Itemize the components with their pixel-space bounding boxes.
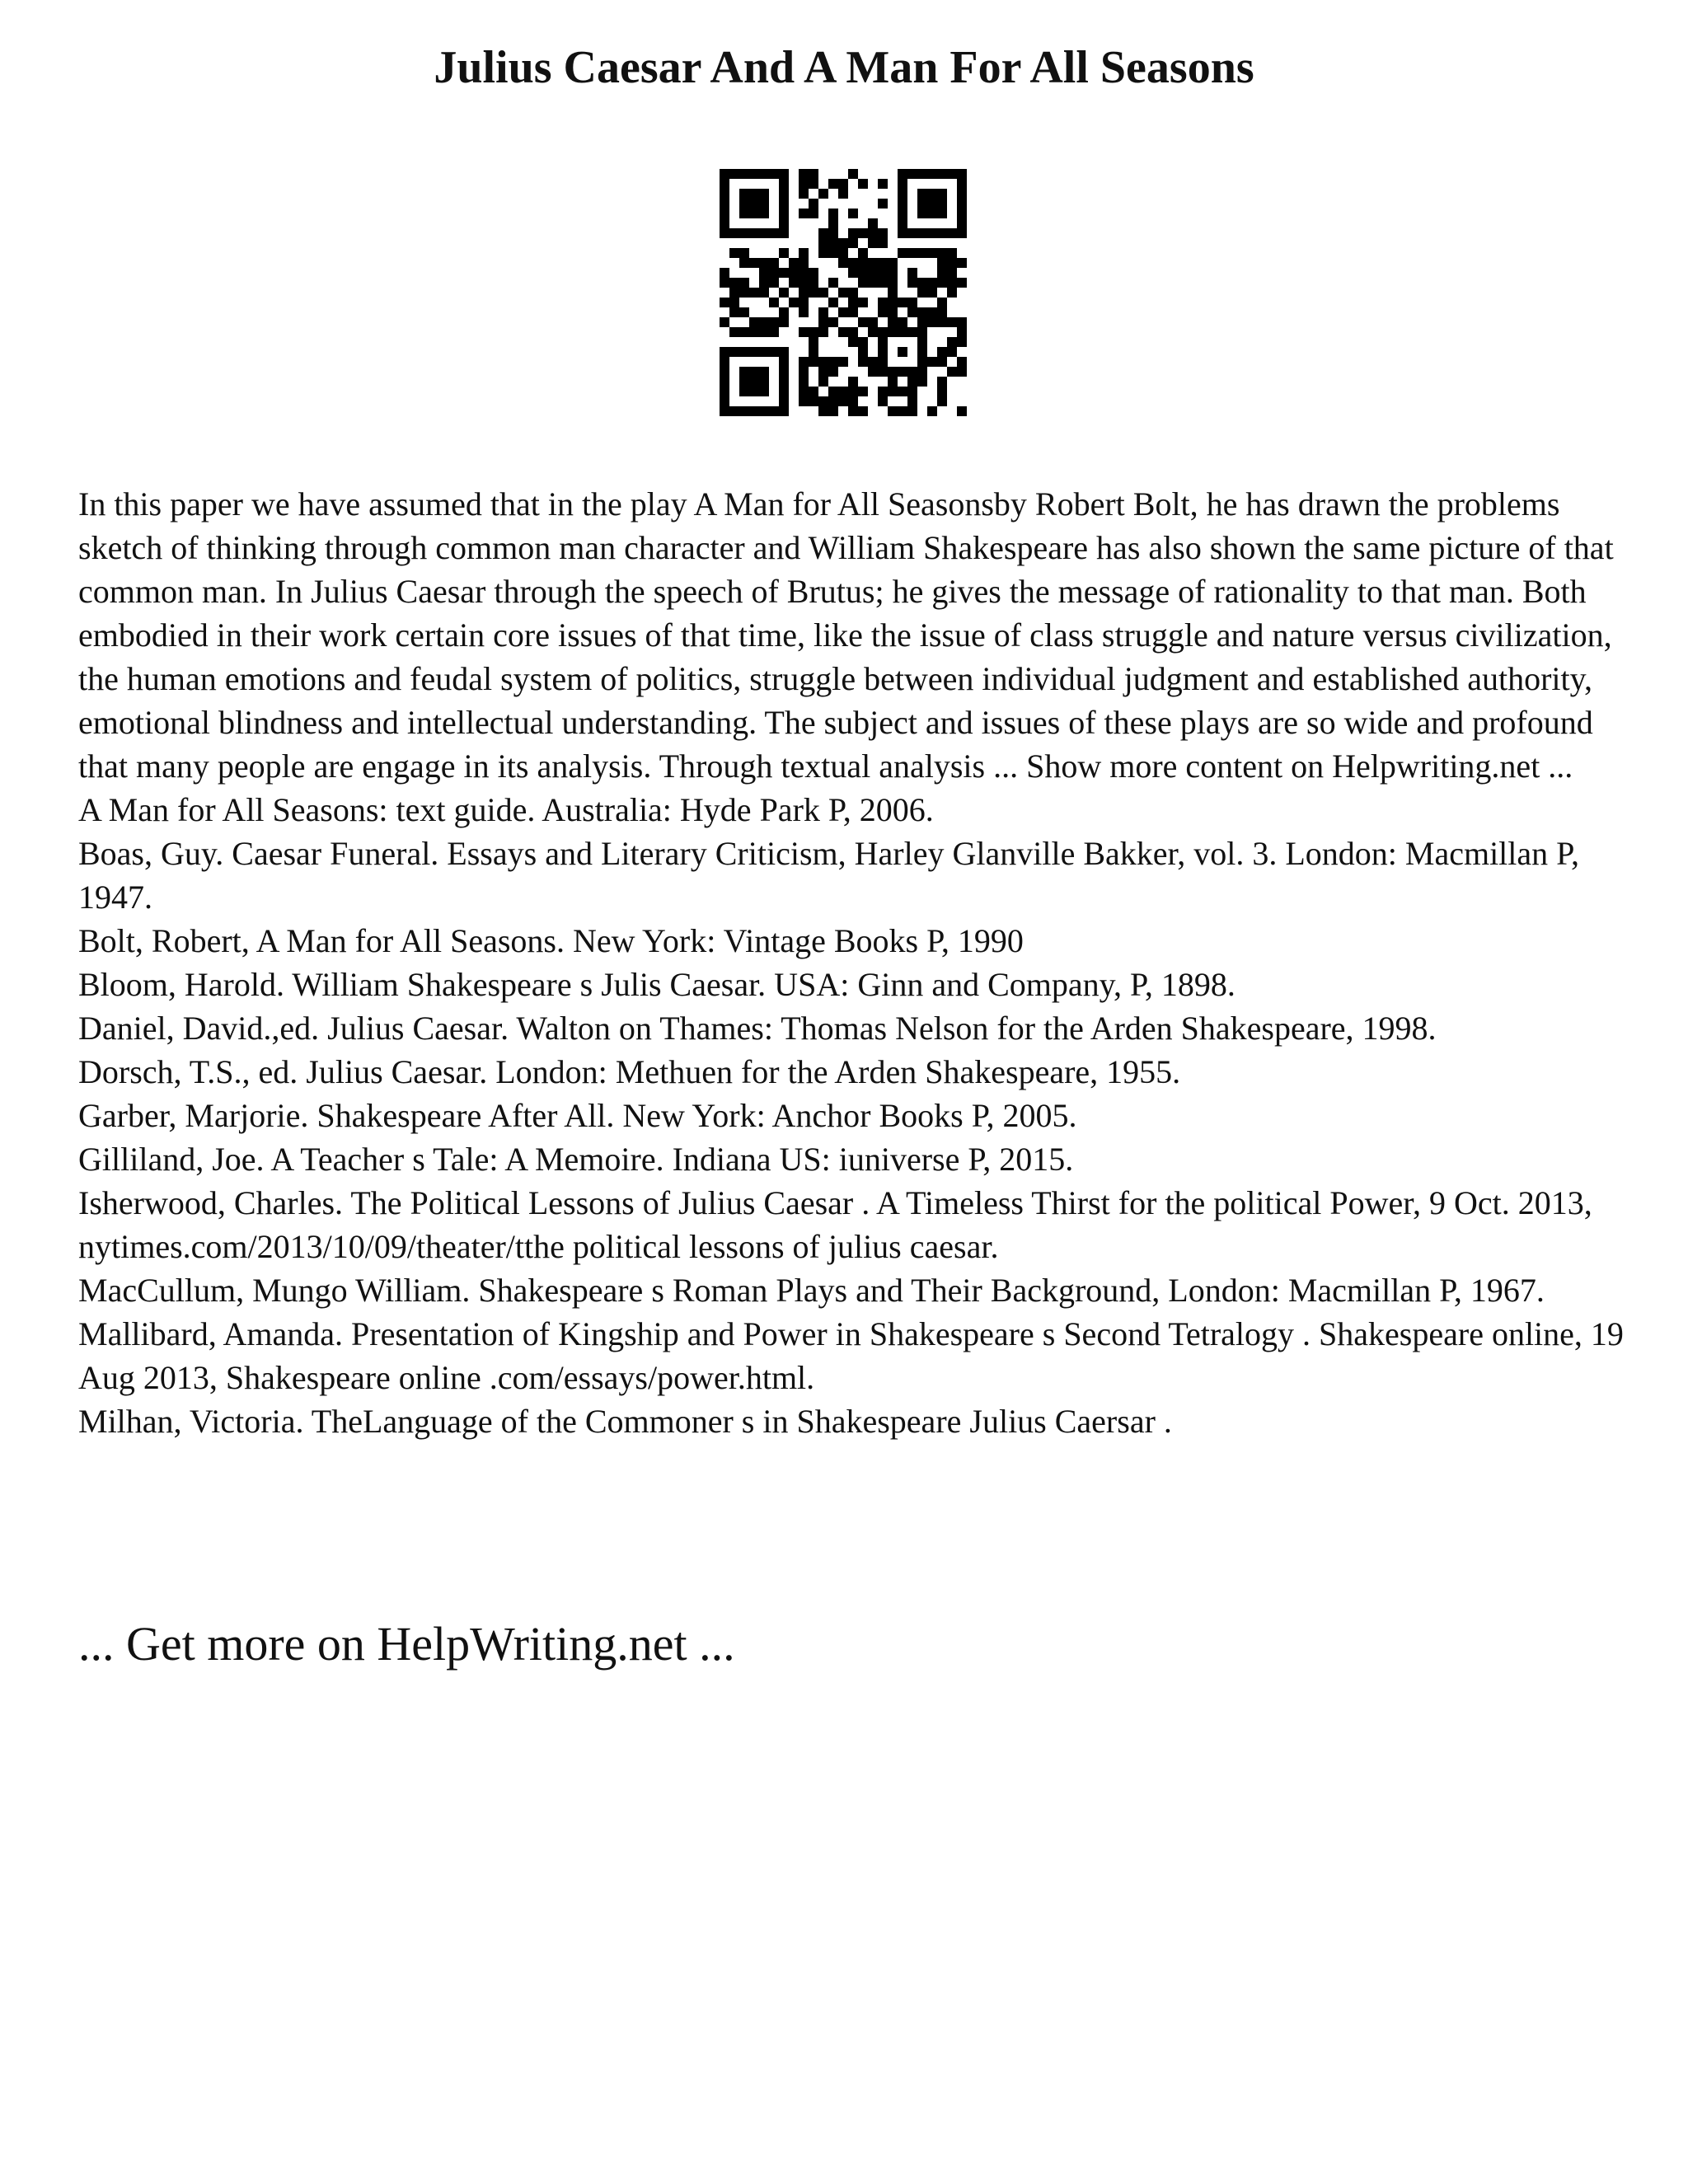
reference-item: A Man for All Seasons: text guide. Australia: Hyde Park P, 2006. [78,791,934,828]
reference-item: Daniel, David.,ed. Julius Caesar. Walton on Thames: Thomas Nelson for the Arden Shakespeare, 1998. [78,1010,1437,1047]
reference-item: Mallibard, Amanda. Presentation of Kingship and Power in Shakespeare s Second Tetralogy . Shakespeare online, 19 Aug 2013, Shakespeare online .com/essays/power.html. [78,1315,1624,1396]
qr-code-icon [720,169,967,416]
reference-item: Gilliland, Joe. A Teacher s Tale: A Memoire. Indiana US: iuniverse P, 2015. [78,1141,1074,1178]
reference-item: Boas, Guy. Caesar Funeral. Essays and Literary Criticism, Harley Glanville Bakker, vol. 3. London: Macmillan P, 1947. [78,835,1579,916]
reference-item: Bloom, Harold. William Shakespeare s Julis Caesar. USA: Ginn and Company, P, 1898. [78,966,1236,1003]
get-more-link[interactable]: ... Get more on HelpWriting.net ... [78,1617,735,1671]
document-body [78,482,1628,1443]
intro-paragraph: In this paper we have assumed that in the play A Man for All Seasonsby Robert Bolt, he has drawn the problems sketch of thinking through common man character and William Shakespeare has also shown the same picture of that common man. In Julius Caesar through the speech of Brutus; he gives the message of rationality to that man. Both embodied in their work certain core issues of that time, like the issue of class struggle and nature versus civilization, the human emotions and feudal system of politics, struggle between individual judgment and established authority, emotional blindness and intellectual understanding. The subject and issues of these plays are so wide and profound that many people are engage in its analysis. Through textual analysis ... Show more content on Helpwriting.net ... [78,485,1614,785]
reference-item: Bolt, Robert, A Man for All Seasons. New York: Vintage Books P, 1990 [78,922,1024,959]
reference-item: Dorsch, T.S., ed. Julius Caesar. London: Methuen for the Arden Shakespeare, 1955. [78,1053,1181,1090]
page-title: Julius Caesar And A Man For All Seasons [434,42,1254,93]
reference-item: Garber, Marjorie. Shakespeare After All. New York: Anchor Books P, 2005. [78,1097,1077,1134]
reference-item: Isherwood, Charles. The Political Lessons of Julius Caesar . A Timeless Thirst for the political Power, 9 Oct. 2013, nytimes.com/2013/10/09/theater/tthe political lessons of julius caesar. [78,1184,1592,1265]
reference-item: MacCullum, Mungo William. Shakespeare s Roman Plays and Their Background, London: Macmillan P, 1967. [78,1272,1545,1309]
reference-item: Milhan, Victoria. TheLanguage of the Commoner s in Shakespeare Julius Caersar . [78,1403,1172,1440]
